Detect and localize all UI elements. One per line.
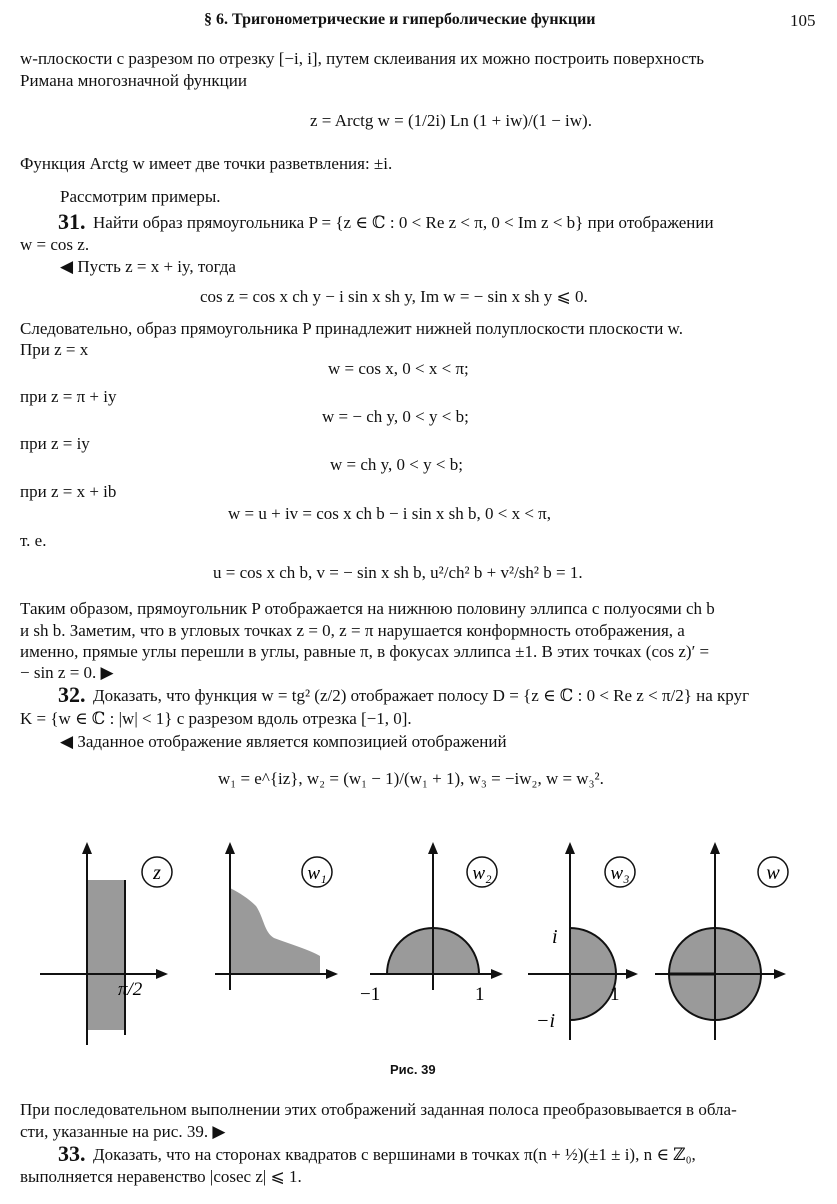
plane-label-w3: w₃ [610,863,630,884]
label-one: 1 [610,984,620,1005]
solution-start: ◀ Пусть z = x + iy, тогда [60,257,236,276]
text-line: и sh b. Заметим, что в угловых точках z = 0, z = π нарушается конформность отображения, а [20,621,685,640]
text-line: При последовательном выполнении этих отображений заданная полоса преобразовывается в обла- [20,1100,737,1119]
label-one: 1 [475,984,485,1005]
label-minus-one: −1 [360,984,381,1005]
formula-arctg: z = Arctg w = (1/2i) Ln (1 + iw)/(1 − iw). [310,111,592,130]
formula-cos: cos z = cos x ch y − i sin x sh y, Im w = − sin x sh y ⩽ 0. [200,287,588,306]
arrow-head [82,842,92,854]
text-line: именно, прямые углы перешли в углы, равные π, в фокусах эллипса ±1. В этих точках (cos z)′ = [20,642,710,661]
shaded-strip [87,880,125,1030]
plane-label-w1: w₁ [307,863,327,884]
panel-w1 [215,842,338,990]
problem-33-text: Доказать, что на сторонах квадратов с вершинами в точках π(n + ½)(±1 ± i), n ∈ ℤ₀, [93,1145,696,1164]
text-line: при z = iy [20,434,90,453]
formula-line: w = u + iv = cos x ch b − i sin x sh b, 0 < x < π, [228,504,551,523]
problem-32-text: Доказать, что функция w = tg² (z/2) отображает полосу D = {z ∈ ℂ : 0 < Re z < π/2} на круг [93,686,750,705]
text-line: − sin z = 0. ▶ [20,663,114,682]
problem-31-number: 31. [58,209,86,234]
label-i: i [552,926,558,948]
panel-w2 [360,842,503,1005]
text-line: Функция Arctg w имеет две точки разветвления: ±i. [20,154,393,173]
figure-caption: Рис. 39 [390,1062,436,1077]
plane-label-w2: w₂ [472,863,492,884]
text-line: при z = π + iy [20,387,117,406]
arrow-head [626,969,638,979]
text-line: w-плоскости с разрезом по отрезку [−i, i], путем склеивания их можно построить поверхность [20,49,705,68]
solution-start: ◀ Заданное отображение является композицией отображений [60,732,507,751]
label-minus-i: −i [536,1010,556,1032]
problem-33-number: 33. [58,1141,86,1166]
text-line: Рассмотрим примеры. [60,187,221,206]
arrow-head [774,969,786,979]
formula-ellipse: u = cos x ch b, v = − sin x sh b, u²/ch² b + v²/sh² b = 1. [213,563,583,582]
shaded-region [230,888,320,974]
formula-composition: w₁ = e^{iz}, w₂ = (w₁ − 1)/(w₁ + 1), w₃ = −iw₂, w = w₃². [218,769,604,788]
text-line: т. е. [20,531,47,550]
panel-w3 [528,842,638,1040]
problem-32-text: K = {w ∈ ℂ : |w| < 1} с разрезом вдоль отрезка [−1, 0]. [20,709,412,728]
text-line: Следовательно, образ прямоугольника P принадлежит нижней полуплоскости плоскости w. [20,319,683,338]
text-line: При z = x [20,340,89,359]
formula-line: w = ch y, 0 < y < b; [330,455,463,474]
arrow-head [491,969,503,979]
plane-label-z: z [153,862,161,884]
text-line: при z = x + ib [20,482,117,501]
text-line: Таким образом, прямоугольник P отображается на нижнюю половину эллипса с полуосями ch b [20,599,715,618]
figure-39 [30,840,820,1055]
arrow-head [428,842,438,854]
arrow-head [156,969,168,979]
plane-label-w: w [766,862,780,884]
problem-32-number: 32. [58,682,86,707]
arrow-head [225,842,235,854]
panel-w [655,842,788,1040]
panel-z [40,842,172,1045]
formula-line: w = − ch y, 0 < y < b; [322,407,469,426]
label-pi-half: π/2 [118,979,143,1000]
text-line: Римана многозначной функции [20,71,247,90]
page-number: 105 [790,11,816,30]
problem-31-text: w = cos z. [20,235,90,254]
arrow-head [710,842,720,854]
running-header: § 6. Тригонометрические и гиперболические функции [204,11,596,28]
problem-33-text: выполняется неравенство |cosec z| ⩽ 1. [20,1167,302,1186]
text-line: сти, указанные на рис. 39. ▶ [20,1122,226,1141]
formula-line: w = cos x, 0 < x < π; [328,359,469,378]
arrow-head [565,842,575,854]
problem-31-text: Найти образ прямоугольника P = {z ∈ ℂ : 0 < Re z < π, 0 < Im z < b} при отображении [93,213,714,232]
arrow-head [326,969,338,979]
